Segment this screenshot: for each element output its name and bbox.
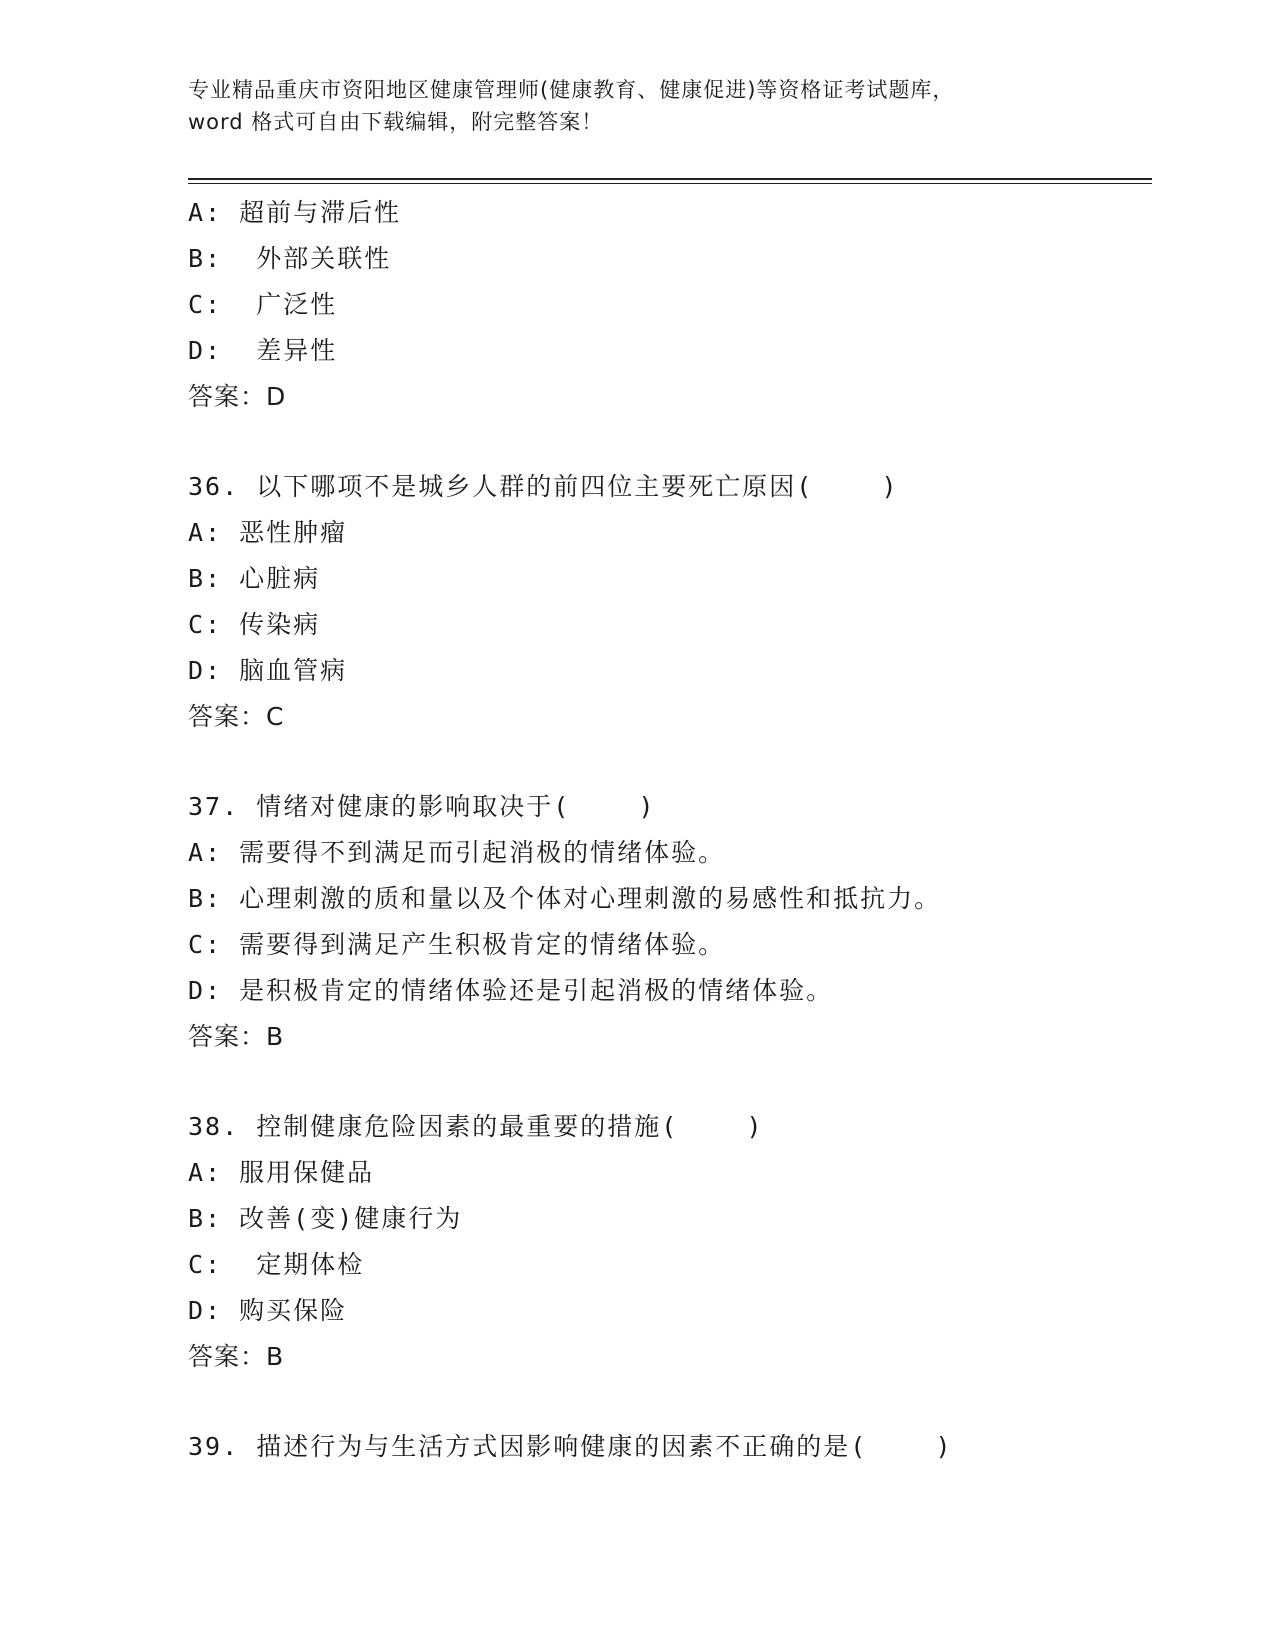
document-header: [188, 74, 1088, 138]
option-c: C: 定期体检: [188, 1250, 365, 1279]
question-stem: 36. 以下哪项不是城乡人群的前四位主要死亡原因( ): [188, 472, 899, 501]
header-line-2: word 格式可自由下载编辑，附完整答案！: [188, 110, 604, 134]
question-stem: 39. 描述行为与生活方式因影响健康的因素不正确的是( ): [188, 1432, 953, 1461]
question-stem: 38. 控制健康危险因素的最重要的措施( ): [188, 1112, 764, 1141]
question-stem: 37. 情绪对健康的影响取决于( ): [188, 792, 656, 821]
option-d: D: 是积极肯定的情绪体验还是引起消极的情绪体验。: [188, 976, 834, 1005]
option-d: D: 脑血管病: [188, 656, 348, 685]
answer-line: 答案：B: [188, 1342, 285, 1371]
option-a: A: 恶性肿瘤: [188, 518, 348, 547]
answer-line: 答案：D: [188, 382, 287, 411]
header-line-1: 专业精品重庆市资阳地区健康管理师(健康教育、健康促进)等资格证考试题库，: [188, 78, 955, 102]
question-37: [188, 784, 1152, 1060]
option-b: B: 心脏病: [188, 564, 321, 593]
option-d: D: 购买保险: [188, 1296, 348, 1325]
option-a: A: 超前与滞后性: [188, 198, 402, 227]
question-38: [188, 1104, 1152, 1380]
option-c: C: 传染病: [188, 610, 321, 639]
option-d: D: 差异性: [188, 336, 338, 365]
option-c: C: 广泛性: [188, 290, 338, 319]
option-a: A: 服用保健品: [188, 1158, 375, 1187]
option-c: C: 需要得到满足产生积极肯定的情绪体验。: [188, 930, 726, 959]
question-36: [188, 464, 1152, 740]
option-b: B: 外部关联性: [188, 244, 392, 273]
header-divider-thick: [188, 178, 1152, 180]
option-b: B: 改善(变)健康行为: [188, 1204, 463, 1233]
option-a: A: 需要得不到满足而引起消极的情绪体验。: [188, 838, 726, 867]
option-b: B: 心理刺激的质和量以及个体对心理刺激的易感性和抵抗力。: [188, 884, 942, 913]
question-39: [188, 1424, 1152, 1470]
header-divider-thin: [188, 183, 1152, 184]
question-list: [188, 190, 1152, 1470]
answer-line: 答案：B: [188, 1022, 285, 1051]
question-continued: [188, 190, 1152, 420]
answer-line: 答案：C: [188, 702, 285, 731]
